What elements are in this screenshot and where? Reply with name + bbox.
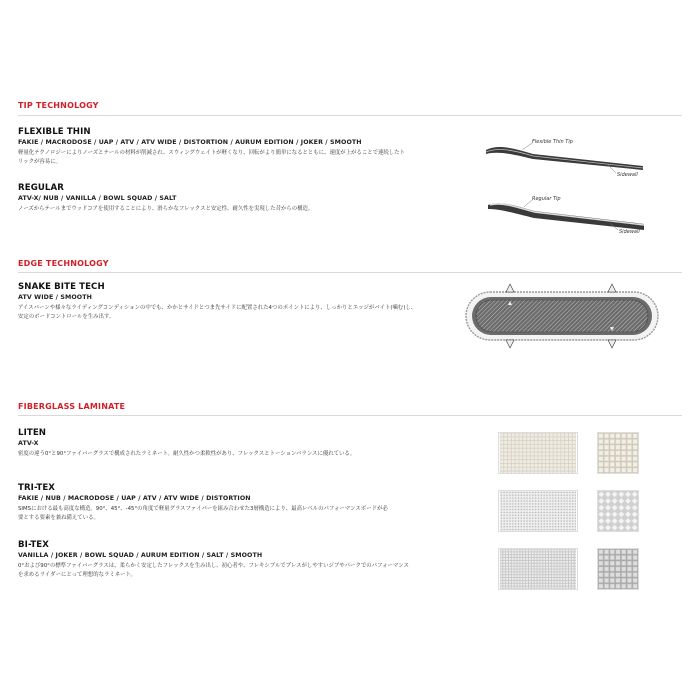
- snake-bite-board-diagram: [462, 282, 662, 352]
- edge-point-marker: [608, 340, 616, 348]
- edge-point-marker: [506, 284, 514, 292]
- item-title: SNAKE BITE TECH: [18, 282, 105, 292]
- bi-tex-block: [18, 540, 448, 580]
- bi-tex-laminate-swatch: [498, 548, 578, 590]
- section-divider: [18, 272, 682, 273]
- leader-line: [522, 143, 532, 150]
- section-divider: [18, 415, 682, 416]
- item-models: FAKIE / MACRODOSE / UAP / ATV / ATV WIDE / DISTORTION / AURUM EDITION / JOKER / SMOOTH: [18, 139, 362, 146]
- flexible-thin-block: [18, 127, 448, 167]
- liten-laminate-closeup: [597, 432, 639, 474]
- item-description: [18, 304, 448, 322]
- liten-block: [18, 428, 448, 459]
- item-description: [18, 450, 448, 459]
- item-title: LITEN: [18, 428, 47, 438]
- item-models: ATV WIDE / SMOOTH: [18, 294, 93, 301]
- edge-point-marker: [506, 340, 514, 348]
- item-models: VANILLA / JOKER / BOWL SQUAD / AURUM EDITION / SALT / SMOOTH: [18, 552, 263, 559]
- regular-tip-diagram: [478, 187, 658, 237]
- tip-label: Regular Tip: [532, 196, 561, 202]
- item-description: [18, 562, 448, 580]
- section-title-edge: EDGE TECHNOLOGY: [18, 259, 109, 268]
- leader-line: [524, 200, 532, 207]
- item-title: TRI-TEX: [18, 483, 56, 493]
- tip-label: Flexible Thin Tip: [532, 139, 573, 145]
- desc-line: 軽量化テクノロジーによりノーズとテールの材料が削減され、スウィングウェイトが軽くなり、回転がより簡単になるとともに、速度が上がることで連続したト: [18, 150, 405, 156]
- board-base: [476, 300, 648, 332]
- desc-line: 0°および90°の標準ファイバーグラスは、柔らかく安定したフレックスを生み出し、初心者や、フレキシブルでプレスがしやすいジブやパークでのパフォーマンス: [18, 563, 409, 569]
- item-models: ATV-X/ NUB / VANILLA / BOWL SQUAD / SALT: [18, 195, 177, 202]
- item-title: FLEXIBLE THIN: [18, 127, 91, 137]
- desc-line: 要とする要素を兼ね備えている。: [18, 515, 99, 522]
- sidewall-label: Sidewall: [619, 229, 640, 235]
- desc-line: ノーズからテールまでウッドコアを使用することにより、滑らかなフレックスと安定性、耐久性を実現した昔からの構造。: [18, 206, 314, 212]
- section-divider: [18, 115, 682, 116]
- section-title-tip: TIP TECHNOLOGY: [18, 101, 99, 110]
- regular-block: [18, 183, 448, 214]
- item-models: ATV-X: [18, 440, 39, 447]
- desc-line: 安定のボードコントロールを生み出す。: [18, 314, 115, 321]
- snake-bite-block: [18, 282, 448, 322]
- desc-line: 密度の違う0°と90°ファイバーグラスで構成されたラミネート。耐久性かつ柔軟性があり、フレックスとトーションバランスに優れている。: [18, 451, 356, 457]
- desc-line: を求めるライダーにとって理想的なラミネート。: [18, 572, 136, 579]
- item-title: REGULAR: [18, 183, 64, 193]
- tri-tex-laminate-swatch: [498, 490, 578, 532]
- item-description: [18, 205, 448, 214]
- board-profile: [488, 203, 644, 230]
- tri-tex-block: [18, 483, 448, 523]
- desc-line: リックが容易に。: [18, 159, 61, 166]
- liten-laminate-swatch: [498, 432, 578, 474]
- item-description: [18, 149, 448, 167]
- item-description: [18, 505, 448, 523]
- tri-tex-laminate-closeup: [597, 490, 639, 532]
- item-models: FAKIE / NUB / MACRODOSE / UAP / ATV / ATV WIDE / DISTORTION: [18, 495, 251, 502]
- item-title: BI-TEX: [18, 540, 50, 550]
- sidewall-label: Sidewall: [617, 172, 638, 178]
- flexible-thin-tip-diagram: [478, 130, 658, 180]
- section-title-fiberglass: FIBERGLASS LAMINATE: [18, 402, 126, 411]
- desc-line: SIMSにおける最も高度な構造。90°、45°、-45°の角度で軽量グラスファイバーを組み合わせた3層構造により、最高レベルのパフォーマンスボードが必: [18, 506, 388, 512]
- desc-line: アイスバーンや様々なライディングコンディションの中でも、かかとサイドとつま先サイドに配置された4つのポイントにより、しっかりとエッジがバイト(噛む)し、: [18, 305, 417, 311]
- edge-point-marker: [608, 284, 616, 292]
- bi-tex-laminate-closeup: [597, 548, 639, 590]
